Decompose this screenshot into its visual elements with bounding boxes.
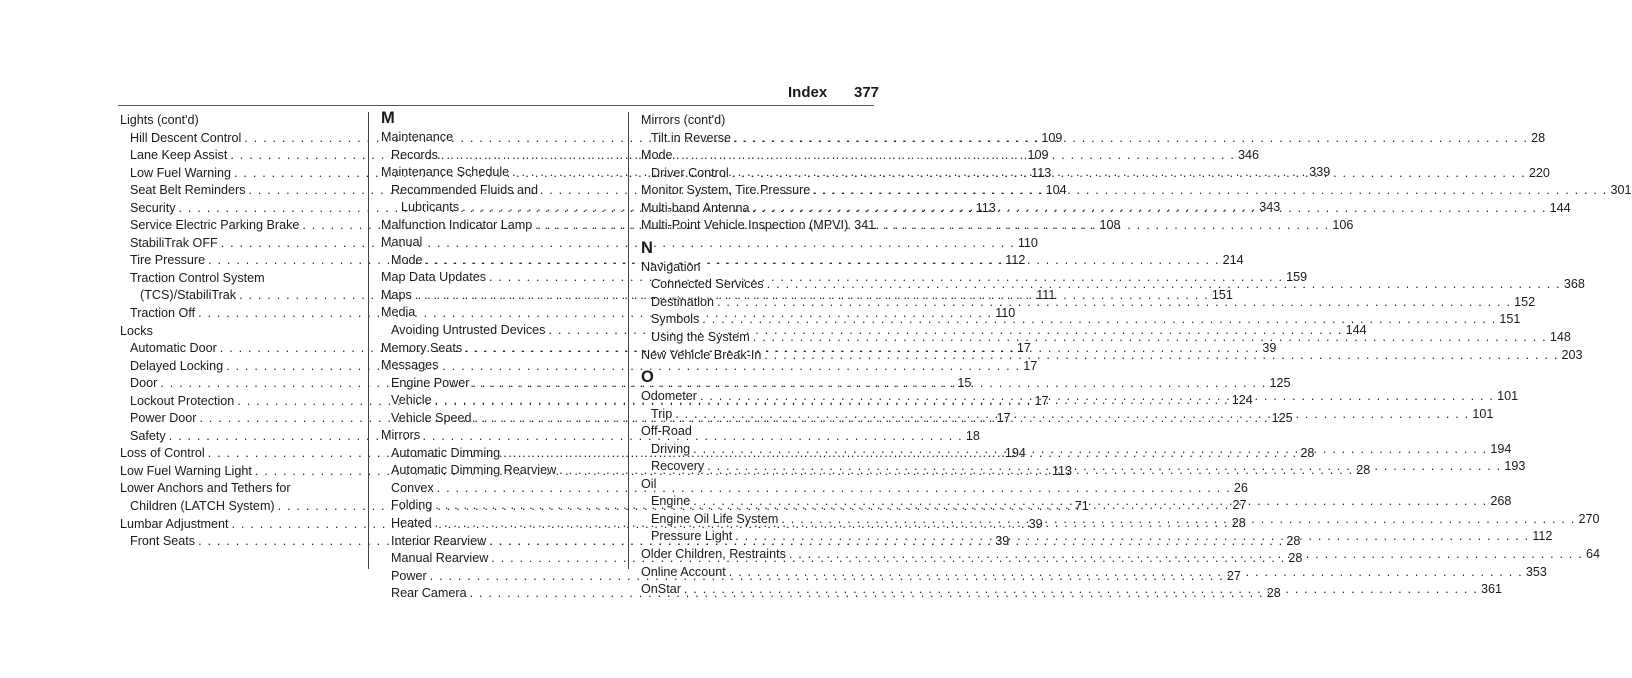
index-entry-term: Lumbar Adjustment xyxy=(120,516,229,531)
index-entry-term: Mode xyxy=(391,252,423,267)
index-entry-term: Destination xyxy=(651,294,715,309)
index-heading: Maintenance xyxy=(381,130,454,144)
page-number: 377 xyxy=(854,84,880,101)
index-entry-page: 151 xyxy=(1499,312,1521,327)
header-rule xyxy=(118,105,874,106)
index-heading: Locks xyxy=(120,323,153,338)
index-entry-term: Monitor System, Tire Pressure xyxy=(641,183,811,198)
index-entry-term: Connected Services xyxy=(651,277,764,292)
index-heading: Messages xyxy=(381,358,439,373)
index-entry-term: Avoiding Untrusted Devices xyxy=(391,323,546,338)
index-entry-term: Lane Keep Assist xyxy=(130,148,228,163)
index-entry-term: Children (LATCH System) xyxy=(130,499,275,514)
dot-leader xyxy=(734,130,1528,148)
index-entry-term: Online Account xyxy=(641,564,726,579)
dot-leader xyxy=(767,276,1561,294)
index-entry-term: Trip xyxy=(651,406,673,421)
index-entry-term: Loss of Control xyxy=(120,446,205,461)
index-entry-term: Low Fuel Warning xyxy=(130,165,232,180)
index-entry-page: 194 xyxy=(1490,441,1512,456)
index-entry-term: Lockout Protection xyxy=(130,393,235,408)
dot-leader xyxy=(753,329,1547,347)
index-entry-term: Maintenance Schedule xyxy=(381,165,510,180)
index-entry-term: Heated xyxy=(391,516,432,531)
index-entry-term: Vehicle Speed xyxy=(391,410,472,425)
page-header xyxy=(0,84,960,106)
index-entry xyxy=(641,217,876,235)
index-entry-page: 39 xyxy=(1028,516,1043,531)
index-entry-page: 28 xyxy=(1531,130,1546,145)
index-entry-page: 203 xyxy=(1561,347,1583,362)
index-entry-term: Engine Oil Life System xyxy=(651,511,779,526)
index-heading: Mode xyxy=(641,148,673,163)
index-entry-page: 28 xyxy=(1266,586,1281,601)
index-entry-page: 113 xyxy=(1051,463,1073,478)
index-letter-heading: N xyxy=(641,238,653,257)
index-entry-term: Records xyxy=(391,147,438,162)
index-entry-term: Maps xyxy=(381,287,412,302)
index-entry-term: Multi-Point Vehicle Inspection (MPVI) xyxy=(641,218,849,233)
index-entry-page: 268 xyxy=(1490,494,1512,509)
index-letter-heading: M xyxy=(381,109,395,127)
index-entry-page: 17 xyxy=(1023,358,1038,373)
index-entry-term: Automatic Dimming xyxy=(391,445,501,460)
index-entry-page: 301 xyxy=(1610,183,1632,198)
index-entry-page: 17 xyxy=(996,411,1011,426)
dot-leader xyxy=(684,581,1478,599)
index-entry-term: Engine Power xyxy=(391,375,470,390)
dot-leader xyxy=(702,311,1496,329)
dot-leader xyxy=(693,493,1487,511)
index-entry-page: 144 xyxy=(1549,200,1571,215)
section-title: Index xyxy=(788,84,828,101)
index-entry-page: 108 xyxy=(1099,218,1121,233)
index-entry-term: OnStar xyxy=(641,582,681,597)
index-entry-term: (TCS)/StabiliTrak xyxy=(140,288,237,303)
index-entry-term: Low Fuel Warning Light xyxy=(120,463,252,478)
index-entry-term: Power xyxy=(391,568,427,583)
dot-leader xyxy=(693,441,1487,459)
dot-leader xyxy=(753,200,1547,218)
index-entry-page: 28 xyxy=(1356,463,1371,478)
index-entry-page: 15 xyxy=(957,376,972,391)
index-entry-page: 28 xyxy=(1286,533,1301,548)
dot-leader xyxy=(732,165,1526,183)
index-entry-page: 193 xyxy=(1504,459,1526,474)
index-entry-page: 361 xyxy=(1481,582,1503,597)
index-entry-page: 270 xyxy=(1578,511,1600,526)
index-entry-term: Malfunction Indicator Lamp xyxy=(381,217,533,232)
index-entry-term: Safety xyxy=(130,428,166,443)
index-entry-page: 194 xyxy=(1004,446,1026,461)
index-heading: Off-Road xyxy=(641,424,692,439)
index-entry-page: 109 xyxy=(1041,130,1063,145)
column-divider xyxy=(368,112,369,569)
index-entry-page: 113 xyxy=(975,200,996,215)
index-entry-term: Seat Belt Reminders xyxy=(130,183,246,198)
dot-leader xyxy=(764,347,1558,365)
index-entry-term: Using the System xyxy=(651,330,750,345)
index-entry-page: 151 xyxy=(1211,287,1233,302)
index-entry-page: 144 xyxy=(1345,323,1367,338)
index-entry-page: 110 xyxy=(1017,235,1038,250)
index-entry-page: 101 xyxy=(1472,406,1494,421)
dot-leader xyxy=(735,528,1529,546)
index-entry-page: 39 xyxy=(995,534,1010,549)
index-entry-term: Interior Rearview xyxy=(391,533,487,548)
index-entry-term: Folding xyxy=(391,498,433,513)
index-entry-page: 101 xyxy=(1497,389,1519,404)
index-entry-page: 28 xyxy=(1231,516,1246,531)
index-heading: Navigation xyxy=(641,259,701,274)
index-entry-term: Delayed Locking xyxy=(130,358,224,373)
dot-leader xyxy=(789,546,1583,564)
dot-leader xyxy=(717,294,1511,312)
index-entry-term: Automatic Door xyxy=(130,341,217,356)
index-entry-page: 71 xyxy=(1074,499,1089,514)
index-heading: Recommended Fluids and xyxy=(391,182,539,197)
dot-leader xyxy=(813,182,1607,200)
index-heading: Lower Anchors and Tethers for xyxy=(120,481,291,496)
index-heading: Mirrors (cont'd) xyxy=(641,113,726,127)
column-divider xyxy=(628,112,629,569)
index-entry-page: 106 xyxy=(1332,217,1354,232)
index-entry-term: Automatic Dimming Rearview xyxy=(391,463,557,478)
index-entry-term: Power Door xyxy=(130,411,197,426)
index-entry-term: Map Data Updates xyxy=(381,270,487,285)
index-entry-term: Older Children, Restraints xyxy=(641,547,786,562)
index-entry-term: Driving xyxy=(651,441,691,456)
index-entry-page: 353 xyxy=(1525,564,1547,579)
index-letter-heading: O xyxy=(641,368,654,387)
dot-leader xyxy=(221,235,1015,253)
index-entry-page: 339 xyxy=(1309,165,1331,180)
index-entry-page: 113 xyxy=(1031,165,1052,180)
index-entry-term: Security xyxy=(130,200,176,215)
index-entry-page: 125 xyxy=(1271,410,1293,425)
dot-leader xyxy=(781,511,1575,529)
index-entry-page: 18 xyxy=(965,428,980,443)
index-entry-term: Door xyxy=(130,376,158,391)
index-entry-page: 104 xyxy=(1045,183,1067,198)
index-entry-term: New Vehicle Break-In xyxy=(641,347,762,362)
index-entry-page: 159 xyxy=(1286,270,1308,285)
index-entry-term: Service Electric Parking Brake xyxy=(130,218,300,233)
index-entry-term: Hill Descent Control xyxy=(130,130,242,145)
index-heading: Manual xyxy=(381,235,423,250)
index-entry-term: Tilt in Reverse xyxy=(651,130,732,145)
index-entry-page: 341 xyxy=(854,218,876,233)
index-entry-page: 368 xyxy=(1563,277,1585,292)
index-heading: Mirrors xyxy=(381,428,421,443)
index-entry-page: 27 xyxy=(1232,498,1247,513)
index-entry-page: 112 xyxy=(1005,253,1026,268)
index-entry-page: 109 xyxy=(1027,148,1049,163)
index-heading: Media xyxy=(381,305,416,320)
index-entry-page: 26 xyxy=(1233,480,1248,495)
index-entry-page: 124 xyxy=(1231,393,1253,408)
index-heading: Oil xyxy=(641,476,657,491)
dot-leader xyxy=(675,406,1469,424)
index-entry-term: Driver Control xyxy=(651,165,729,180)
index-entry-term: StabiliTrak OFF xyxy=(130,235,218,250)
index-entry-page: 110 xyxy=(995,306,1016,321)
index-entry-term: Convex xyxy=(391,480,434,495)
index-heading: Traction Control System xyxy=(130,270,265,285)
dot-leader xyxy=(729,564,1523,582)
index-entry-term: Recovery xyxy=(651,459,705,474)
index-entry-term: Front Seats xyxy=(130,534,196,549)
index-entry-page: 343 xyxy=(1259,200,1281,215)
index-entry-page: 64 xyxy=(1586,547,1601,562)
index-entry-page: 28 xyxy=(1300,445,1315,460)
index-entry-page: 39 xyxy=(1262,340,1277,355)
dot-leader xyxy=(707,458,1501,476)
index-entry-term: Odometer xyxy=(641,389,697,404)
index-entry-page: 125 xyxy=(1269,375,1291,390)
index-entry-page: 346 xyxy=(1238,147,1260,162)
index-heading: Lights (cont'd) xyxy=(120,113,199,127)
index-entry-page: 214 xyxy=(1222,252,1244,267)
index-entry-term: Manual Rearview xyxy=(391,551,489,566)
index-entry-page: 27 xyxy=(1226,568,1241,583)
index-entry-page: 152 xyxy=(1514,294,1536,309)
index-entry-term: Rear Camera xyxy=(391,586,467,601)
index-entry-page: 28 xyxy=(1288,551,1303,566)
index-entry-term: Pressure Light xyxy=(651,529,733,544)
index-entry-term: Memory Seats xyxy=(381,340,463,355)
index-entry-term: Lubricants xyxy=(401,200,460,215)
index-entry-page: 112 xyxy=(1532,529,1553,544)
index-entry-term: Multi-band Antenna xyxy=(641,200,750,215)
index-entry-page: 17 xyxy=(1034,393,1049,408)
index-entry-page: 17 xyxy=(1016,341,1031,356)
index-entry-term: Vehicle xyxy=(391,393,432,408)
index-entry-page: 111 xyxy=(1036,288,1056,303)
dot-leader xyxy=(700,388,1494,406)
index-entry-term: Traction Off xyxy=(130,306,196,321)
index-entry-page: 220 xyxy=(1528,165,1550,180)
index-entry-term: Engine xyxy=(651,494,691,509)
index-entry-term: Symbols xyxy=(651,312,700,327)
index-entry-term: Tire Pressure xyxy=(130,253,206,268)
index-entry-page: 148 xyxy=(1549,330,1571,345)
